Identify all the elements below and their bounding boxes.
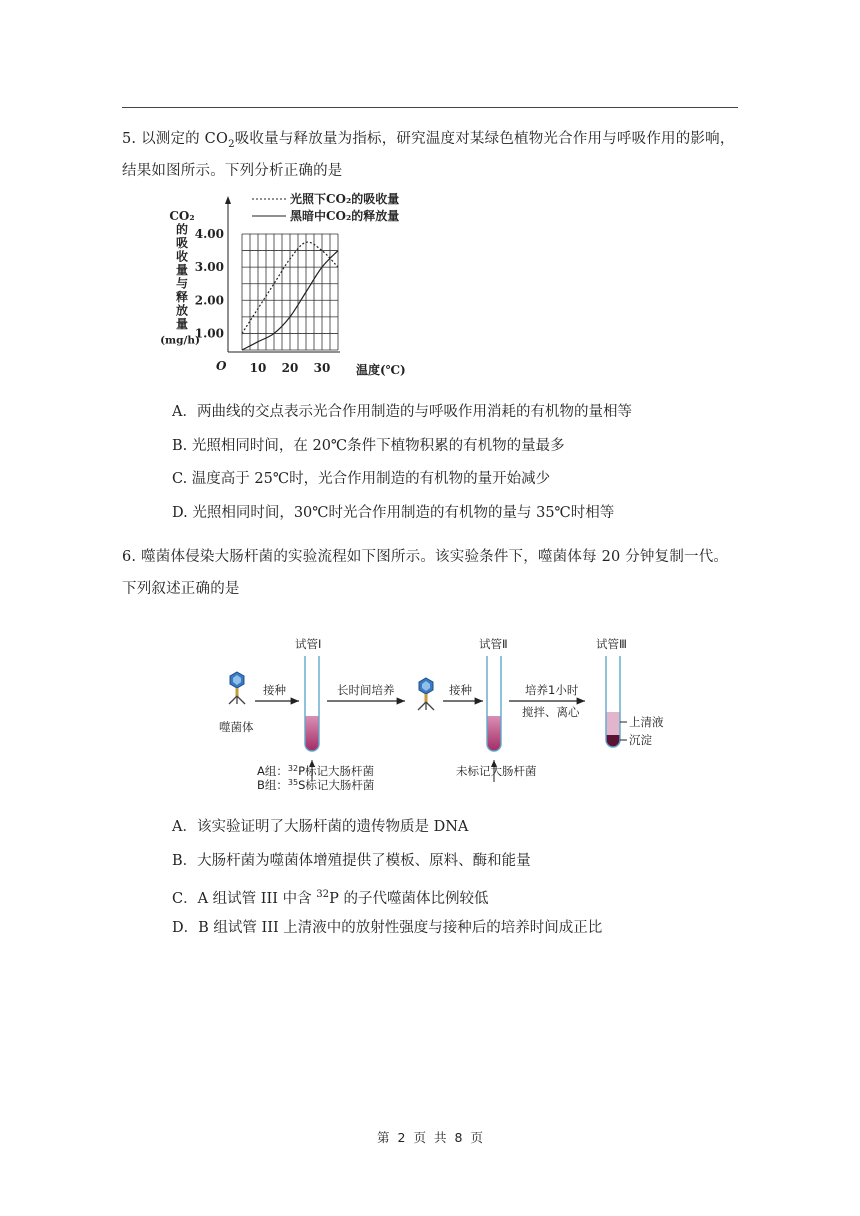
y-axis-label-part: 量 bbox=[175, 317, 189, 331]
phage-icon bbox=[229, 672, 245, 704]
arrow4-bottom-label: 搅拌、离心 bbox=[522, 705, 580, 719]
group-a-label: A组：$^{32}$P标记大肠杆菌 bbox=[257, 764, 374, 778]
q6-option-d[interactable]: D．B 组试管 III 上清液中的放射性强度与接种后的培养时间成正比 bbox=[172, 920, 603, 936]
sediment-label: 沉淀 bbox=[629, 733, 652, 747]
phage-label: 噬菌体 bbox=[219, 720, 254, 734]
q6-option-c[interactable]: C．A 组试管 III 中含 $^{32}$P 的子代噬菌体比例较低 bbox=[172, 889, 489, 907]
y-tick-label: 1.00 bbox=[194, 326, 224, 341]
tube2-note: 未标记大肠杆菌 bbox=[456, 764, 537, 778]
y-axis-label-part: 的 bbox=[175, 222, 189, 237]
y-axis-label-part: 放 bbox=[175, 303, 189, 318]
chart-legend bbox=[252, 191, 399, 223]
tube3-title: 试管Ⅲ bbox=[596, 637, 627, 651]
page-footer: 第 2 页 共 8 页 bbox=[377, 1130, 483, 1145]
y-tick-label: 2.00 bbox=[194, 293, 224, 308]
q6-stem-line1: 6. 噬菌体侵染大肠杆菌的实验流程如下图所示。该实验条件下，噬菌体每 20 分钟复制一代。 bbox=[122, 549, 729, 565]
q5-number: 5. bbox=[122, 131, 137, 147]
phage-infection-diagram bbox=[215, 632, 685, 797]
phage-icon bbox=[418, 678, 434, 710]
y-axis-label-part: 量 bbox=[175, 263, 189, 277]
y-axis-label-part: CO₂ bbox=[169, 209, 195, 223]
x-tick-label: 20 bbox=[281, 361, 299, 375]
legend-label: 光照下CO₂的吸收量 bbox=[290, 192, 400, 206]
q6-option-b[interactable]: B．大肠杆菌为噬菌体增殖提供了模板、原料、酶和能量 bbox=[172, 853, 531, 869]
q5-option-a[interactable]: A．两曲线的交点表示光合作用制造的与呼吸作用消耗的有机物的量相等 bbox=[172, 404, 632, 420]
q5-stem-line1: 5. 以测定的 $CO_2$吸收量与释放量为指标，研究温度对某绿色植物光合作用与呼吸作用的影响， bbox=[122, 131, 735, 150]
page-number: 2 bbox=[397, 1130, 406, 1145]
q5-stem-line2: 结果如图所示。下列分析正确的是 bbox=[122, 163, 343, 179]
legend-label: 黑暗中CO₂的释放量 bbox=[290, 209, 400, 223]
tube2-title: 试管Ⅱ bbox=[479, 637, 508, 651]
y-axis-label-part: 与 bbox=[175, 276, 189, 291]
tube1-title: 试管Ⅰ bbox=[295, 637, 322, 651]
y-axis-label-part: (mg/h) bbox=[160, 334, 200, 347]
q6-stem-line2: 下列叙述正确的是 bbox=[122, 581, 240, 597]
y-axis-arrowhead bbox=[225, 196, 231, 204]
test-tube-2 bbox=[487, 656, 501, 751]
arrow2-label: 长时间培养 bbox=[337, 683, 395, 697]
arrow3-label: 接种 bbox=[449, 683, 472, 697]
supernatant-label: 上清液 bbox=[629, 715, 664, 729]
q6-option-a[interactable]: A．该实验证明了大肠杆菌的遗传物质是 DNA bbox=[172, 819, 469, 835]
arrow1-label: 接种 bbox=[263, 683, 286, 697]
x-axis-label: 温度(℃) bbox=[356, 363, 406, 377]
arrow4-top-label: 培养1小时 bbox=[525, 683, 579, 697]
y-axis-label-part: 释 bbox=[175, 290, 189, 304]
q6-number: 6. bbox=[122, 549, 137, 565]
q5-option-b[interactable]: B. 光照相同时间，在 20℃条件下植物积累的有机物的量最多 bbox=[172, 438, 565, 454]
origin-label: O bbox=[216, 359, 227, 373]
header-rule bbox=[122, 107, 738, 108]
x-tick-label: 10 bbox=[249, 361, 267, 375]
co2-temperature-chart bbox=[150, 190, 430, 400]
page-total: 8 bbox=[454, 1130, 463, 1145]
y-axis-label-part: 吸 bbox=[175, 236, 189, 250]
x-tick-label: 30 bbox=[313, 361, 331, 375]
y-axis-label-part: 收 bbox=[175, 249, 189, 264]
test-tube-3 bbox=[606, 656, 620, 747]
y-tick-label: 3.00 bbox=[194, 260, 224, 275]
test-tube-1 bbox=[305, 656, 319, 751]
y-tick-label: 4.00 bbox=[194, 227, 224, 241]
group-b-label: B组：$^{35}$S标记大肠杆菌 bbox=[257, 778, 375, 792]
q5-option-d[interactable]: D. 光照相同时间，30℃时光合作用制造的有机物的量与 35℃时相等 bbox=[172, 505, 615, 521]
q5-option-c[interactable]: C. 温度高于 25℃时，光合作用制造的有机物的量开始减少 bbox=[172, 471, 551, 487]
